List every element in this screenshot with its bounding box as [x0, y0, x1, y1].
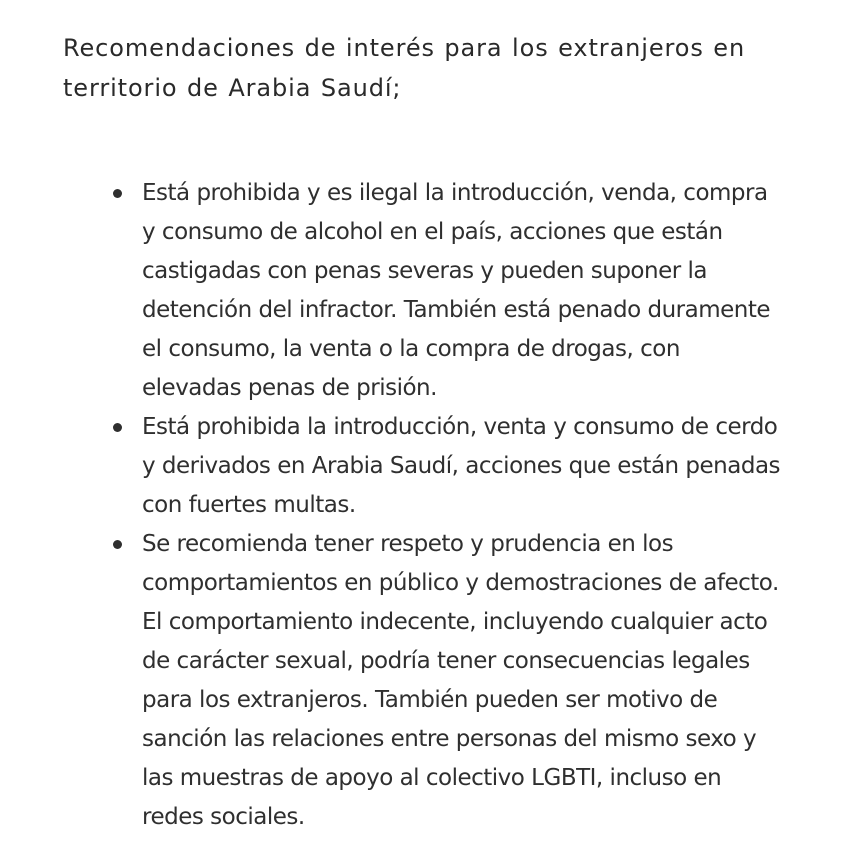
section-heading: Recomendaciones de interés para los extranjeros en territorio de Arabia Saudí; — [63, 34, 746, 102]
list-item-text: Está prohibida y es ilegal la introducción, venda, compra y consumo de alcohol en el país, acciones que están castigadas con penas severas y pueden suponer la detención del infractor. También está penado duramente el consumo, la venta o la compra de drogas, con elevadas penas de prisión. — [142, 180, 771, 401]
bullet-icon — [113, 423, 122, 432]
list-item-text: Se recomienda tener respeto y prudencia en los comportamientos en público y demostraciones de afecto. El comportamiento indecente, incluyendo cualquier acto de carácter sexual, podría tener consecuencias legales para los extranjeros. También pueden ser motivo de sanción las relaciones entre personas del mismo sexo y las muestras de apoyo al colectivo LGBTI, incluso en redes sociales. — [142, 531, 779, 830]
bullet-icon — [113, 540, 122, 549]
list-item — [0, 174, 782, 408]
list-item-text: Está prohibida la introducción, venta y consumo de cerdo y derivados en Arabia Saudí, acciones que están penadas con fuertes multas. — [142, 414, 781, 518]
list-item — [0, 525, 782, 837]
bullet-icon — [113, 189, 122, 198]
list-item — [0, 408, 782, 525]
recommendations-list — [0, 174, 842, 837]
